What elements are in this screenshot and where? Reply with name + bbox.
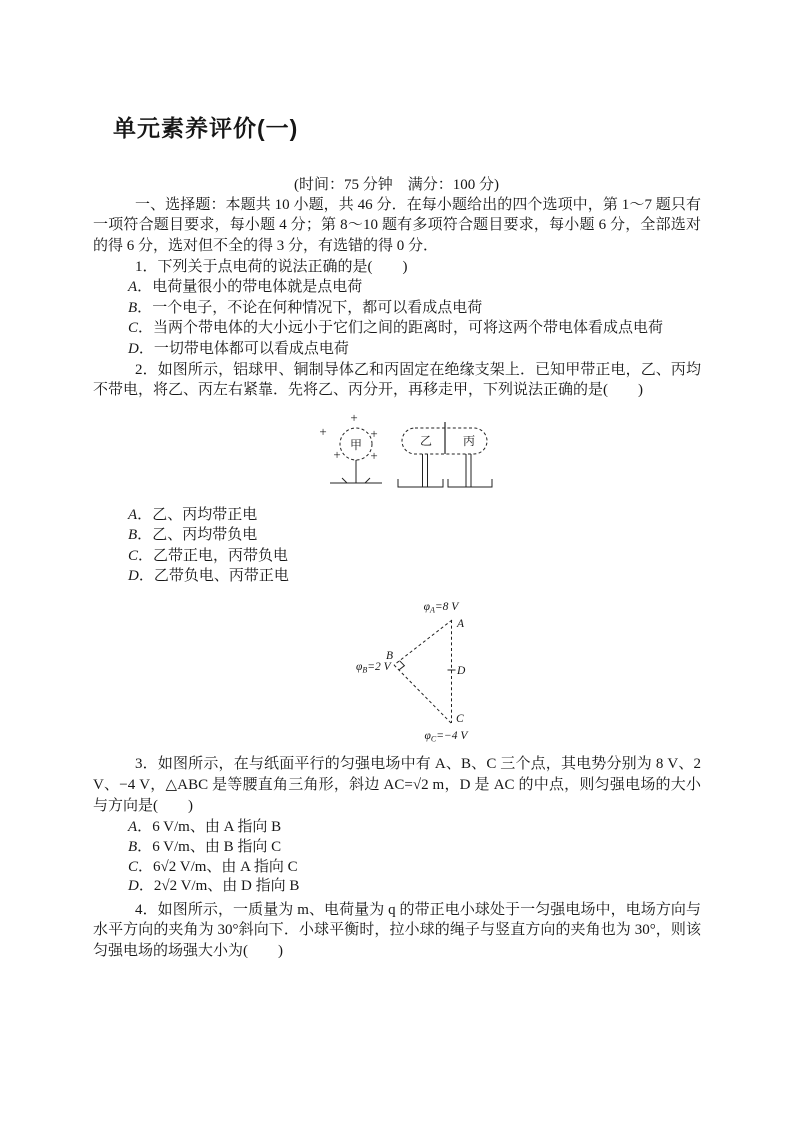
- right-angle-mark: [399, 661, 405, 670]
- q3-option-b: [93, 838, 701, 858]
- phi-symbol: φ: [424, 730, 431, 742]
- option-label: D: [128, 568, 139, 585]
- option-separator: ．: [138, 340, 154, 357]
- phi-subscript: B: [362, 665, 368, 675]
- phi-subscript: A: [430, 605, 435, 615]
- option-separator: ．: [137, 299, 153, 316]
- q2-option-d: [93, 566, 701, 586]
- option-separator: ．: [137, 279, 153, 296]
- q4-stem: 4．如图所示，一质量为 m、电荷量为 q 的带正电小球处于一匀强电场中，电场方向与水平方向的夹角为 30°斜向下．小球平衡时，拉小球的绳子与竖直方向的夹角也为 30°，则该匀强电场的场强大小为( ): [93, 902, 701, 959]
- option-text: 6 V/m、由 B 指向 C: [152, 838, 282, 855]
- triangle-sides: [394, 620, 452, 723]
- option-text: 一个电子，不论在何种情况下，都可以看成点电荷: [152, 299, 483, 316]
- option-separator: ．: [137, 819, 153, 835]
- q3-option-c: [93, 858, 701, 878]
- side-bc: [394, 665, 451, 723]
- q1-option-b: [93, 298, 701, 318]
- q2-option-b: [93, 525, 701, 545]
- q2-figure-conductors: [300, 408, 510, 500]
- ball-label: 甲: [349, 438, 363, 452]
- q2-options: [93, 505, 701, 587]
- option-label: D: [128, 340, 139, 357]
- phi-b-label: [356, 661, 393, 675]
- option-text: 乙、丙均带负电: [152, 527, 258, 544]
- option-separator: ．: [138, 858, 154, 875]
- phi-value: =−4 V: [436, 730, 468, 742]
- option-label: C: [128, 858, 139, 875]
- phi-a-label: [424, 601, 461, 615]
- option-label: C: [128, 320, 139, 337]
- vertex-a-label: A: [457, 618, 465, 630]
- jia-insulating-stand: [330, 460, 382, 483]
- q2-stem: 2．如图所示，铝球甲、铜制导体乙和丙固定在绝缘支架上．已知甲带正电，乙、丙均不带电，将乙、丙左右紧靠．先将乙、丙分开，再移走甲，下列说法正确的是( ): [93, 362, 701, 399]
- conductors-yi-bing: [398, 422, 492, 487]
- option-text: 乙、丙均带正电: [152, 507, 258, 523]
- option-separator: ．: [138, 547, 154, 564]
- q2-option-c: [93, 546, 701, 566]
- option-text: 6 V/m、由 A 指向 B: [152, 819, 282, 835]
- phi-c-label: [425, 730, 470, 744]
- option-text: 乙带正电，丙带负电: [153, 547, 289, 564]
- page-title: 单元素养评价(一): [113, 115, 299, 141]
- plus-charge-mark: +: [370, 426, 378, 441]
- option-text: 电荷量很小的带电体就是点电荷: [152, 279, 363, 296]
- bing-insulating-stand: [448, 454, 492, 487]
- option-separator: ．: [137, 507, 153, 523]
- q3-option-a: [93, 818, 701, 838]
- phi-value: =8 V: [434, 601, 459, 613]
- q2-option-a: [93, 505, 701, 525]
- option-label: B: [128, 838, 138, 855]
- option-text: 当两个带电体的大小远小于它们之间的距离时，可将这两个带电体看成点电荷: [153, 320, 664, 337]
- option-label: D: [128, 878, 139, 895]
- question-1: [93, 257, 701, 359]
- option-label: B: [128, 527, 138, 544]
- option-label: C: [128, 547, 139, 564]
- q1-stem: 1．下列关于点电荷的说法正确的是( ): [135, 259, 408, 275]
- q1-option-d: [93, 339, 701, 359]
- phi-symbol: φ: [356, 661, 363, 673]
- option-text: 一切带电体都可以看成点电荷: [153, 340, 349, 357]
- option-separator: ．: [137, 527, 153, 544]
- charged-ball-jia: [319, 410, 382, 483]
- phi-subscript: C: [430, 734, 437, 744]
- option-separator: ．: [138, 320, 154, 337]
- option-label: A: [128, 279, 138, 296]
- section-intro: 一、选择题：本题共 10 小题，共 46 分．在每小题给出的四个选项中，第 1～7 题只有一项符合题目要求，每小题 4 分；第 8～10 题有多项符合题目要求，每小题 6 分，全部选对的得 6 分，选对但不全的得 3 分，有选错的得 0 分．: [93, 197, 701, 254]
- q1-option-a: [93, 277, 701, 297]
- plus-charge-mark: +: [350, 410, 358, 425]
- option-separator: ．: [138, 568, 154, 585]
- option-separator: ．: [137, 838, 153, 855]
- vertex-c-label: C: [456, 713, 464, 725]
- option-label: A: [128, 507, 138, 523]
- plus-charge-mark: +: [370, 448, 378, 463]
- q3-option-d: [93, 877, 701, 897]
- side-ab: [394, 620, 452, 665]
- q3-stem: 3．如图所示，在与纸面平行的匀强电场中有 A、B、C 三个点，其电势分别为 8 V、2 V、−4 V，△ABC 是等腰直角三角形，斜边 AC=√2 m，D 是 AC 的中点，则匀强电场的大小与方向是( ): [93, 756, 701, 814]
- option-text: 2√2 V/m、由 D 指向 B: [153, 878, 300, 895]
- option-label: A: [128, 819, 138, 835]
- plus-charge-mark: +: [333, 447, 341, 462]
- option-label: B: [128, 299, 138, 316]
- phi-symbol: φ: [423, 601, 431, 613]
- vertex-b-label: B: [386, 650, 394, 662]
- q3-figure-triangle: [350, 596, 510, 748]
- plus-charge-mark: +: [319, 424, 327, 439]
- option-text: 6√2 V/m、由 A 指向 C: [153, 858, 298, 875]
- option-separator: ．: [138, 878, 154, 895]
- time-score-line: (时间：75 分钟 满分：100 分): [294, 177, 499, 193]
- point-d-label: D: [457, 665, 466, 677]
- conductor-yi-label: 乙: [419, 434, 433, 448]
- option-text: 乙带负电、丙带正电: [153, 568, 289, 585]
- q3-options: [93, 818, 701, 897]
- phi-value: =2 V: [367, 661, 391, 673]
- conductor-bing-label: 丙: [462, 434, 476, 448]
- yi-insulating-stand: [398, 454, 443, 487]
- q1-option-c: [93, 318, 701, 338]
